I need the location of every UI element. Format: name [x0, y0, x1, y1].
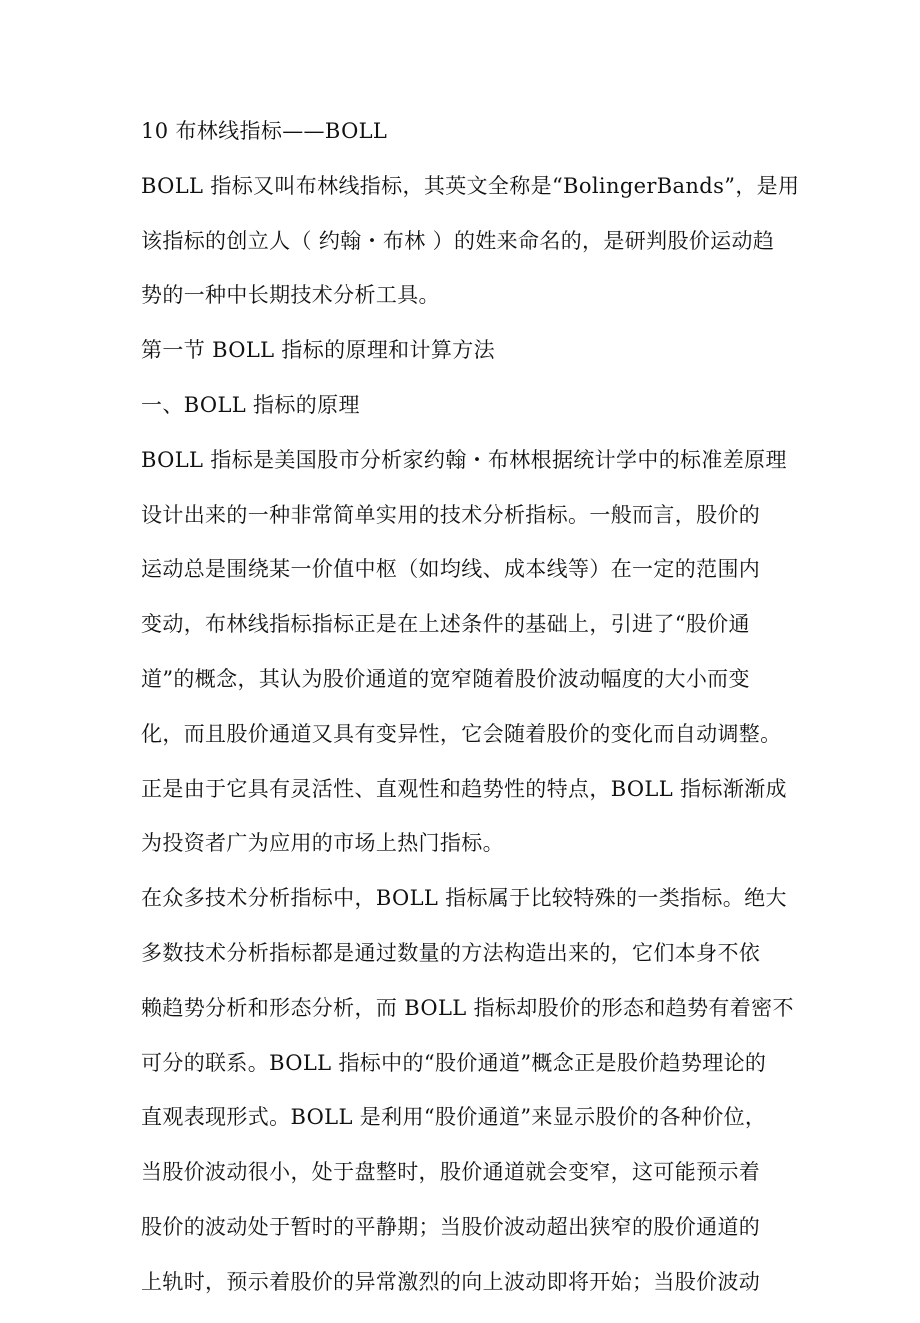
paragraph-line: 道”的概念，其认为股价通道的宽窄随着股价波动幅度的大小而变 — [141, 666, 750, 691]
section-heading: 第一节 BOLL 指标的原理和计算方法 — [141, 338, 495, 363]
paragraph-line: 设计出来的一种非常简单实用的技术分析指标。一般而言，股价的 — [141, 502, 761, 527]
paragraph-line: 多数技术分析指标都是通过数量的方法构造出来的，它们本身不依 — [141, 940, 761, 965]
paragraph-line: BOLL 指标是美国股市分析家约翰・布林根据统计学中的标准差原理 — [141, 447, 787, 472]
paragraph-line: 可分的联系。BOLL 指标中的“股价通道”概念正是股价趋势理论的 — [141, 1050, 767, 1075]
chapter-title: 10 布林线指标——BOLL — [141, 119, 388, 143]
paragraph-line: 直观表现形式。BOLL 是利用“股价通道”来显示股价的各种价位， — [141, 1105, 767, 1130]
paragraph-line: 运动总是围绕某一价值中枢（如均线、成本线等）在一定的范围内 — [141, 557, 761, 582]
paragraph-line: 正是由于它具有灵活性、直观性和趋势性的特点，BOLL 指标渐渐成 — [141, 776, 787, 801]
paragraph-line: 势的一种中长期技术分析工具。 — [141, 283, 440, 308]
subsection-heading: 一、BOLL 指标的原理 — [141, 392, 360, 417]
paragraph-line: 股价的波动处于暂时的平静期；当股价波动超出狭窄的股价通道的 — [141, 1214, 761, 1239]
paragraph-line: 化，而且股价通道又具有变异性，它会随着股价的变化而自动调整。 — [141, 721, 782, 746]
paragraph-line: 该指标的创立人（ 约翰・布林 ）的姓来命名的，是研判股价运动趋 — [141, 228, 775, 253]
paragraph-line: 为投资者广为应用的市场上热门指标。 — [141, 831, 504, 856]
paragraph-line: 变动，布林线指标指标正是在上述条件的基础上，引进了“股价通 — [141, 612, 750, 637]
paragraph-line: BOLL 指标又叫布林线指标，其英文全称是“BolingerBands”，是用 — [141, 173, 800, 198]
paragraph-line: 当股价波动很小，处于盘整时，股价通道就会变窄，这可能预示着 — [141, 1160, 761, 1185]
paragraph-line: 赖趋势分析和形态分析，而 BOLL 指标却股价的形态和趋势有着密不 — [141, 995, 794, 1020]
paragraph-line: 在众多技术分析指标中，BOLL 指标属于比较特殊的一类指标。绝大 — [141, 886, 787, 911]
paragraph-line: 上轨时，预示着股价的异常激烈的向上波动即将开始；当股价波动 — [141, 1269, 761, 1294]
document-page — [141, 117, 800, 1323]
